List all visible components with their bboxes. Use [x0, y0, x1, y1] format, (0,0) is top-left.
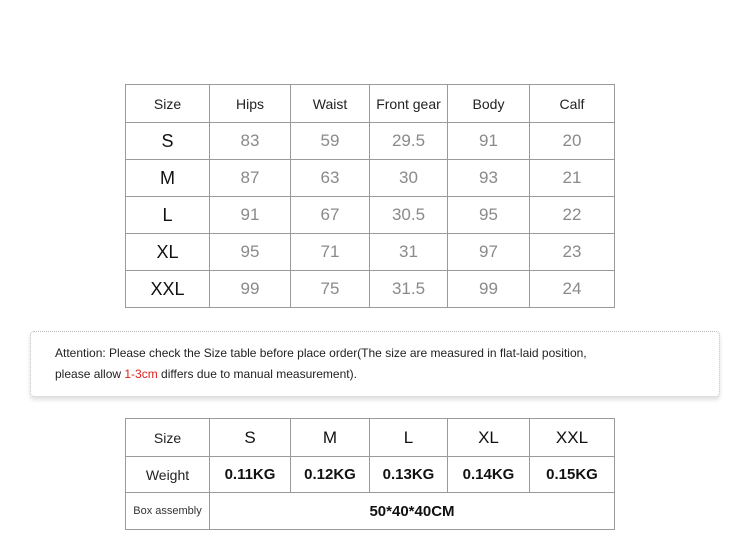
size-cell: S [126, 123, 210, 160]
value-cell: 93 [448, 160, 530, 197]
value-cell: 99 [210, 271, 291, 308]
size-label: Size [126, 419, 210, 457]
value-cell: 59 [291, 123, 370, 160]
value-cell: 91 [210, 197, 291, 234]
table-row [126, 123, 615, 160]
size-cell: XL [448, 419, 530, 457]
header-cell: Size [126, 85, 210, 123]
value-cell: 31 [370, 234, 448, 271]
header-cell: Calf [530, 85, 615, 123]
value-cell: 75 [291, 271, 370, 308]
table-row [126, 271, 615, 308]
size-chart-table [125, 84, 615, 308]
header-cell: Front gear [370, 85, 448, 123]
value-cell: 21 [530, 160, 615, 197]
weight-cell: 0.12KG [291, 457, 370, 493]
table-row [126, 234, 615, 271]
weight-table [125, 418, 615, 530]
size-cell: XL [126, 234, 210, 271]
value-cell: 83 [210, 123, 291, 160]
value-cell: 63 [291, 160, 370, 197]
header-cell: Hips [210, 85, 291, 123]
box-assembly-row [126, 493, 615, 530]
weight-size-row [126, 419, 615, 457]
box-assembly-value: 50*40*40CM [210, 493, 615, 530]
value-cell: 30 [370, 160, 448, 197]
value-cell: 71 [291, 234, 370, 271]
table-row [126, 197, 615, 234]
header-cell: Waist [291, 85, 370, 123]
size-cell: S [210, 419, 291, 457]
weight-cell: 0.15KG [530, 457, 615, 493]
measurement-tolerance: 1-3cm [124, 367, 158, 381]
size-chart-header-row [126, 85, 615, 123]
weight-cell: 0.13KG [370, 457, 448, 493]
value-cell: 24 [530, 271, 615, 308]
size-cell: L [370, 419, 448, 457]
value-cell: 31.5 [370, 271, 448, 308]
value-cell: 99 [448, 271, 530, 308]
attention-line-2 [55, 364, 719, 385]
value-cell: 95 [210, 234, 291, 271]
weight-cell: 0.14KG [448, 457, 530, 493]
size-cell: XXL [126, 271, 210, 308]
value-cell: 97 [448, 234, 530, 271]
attention-text: please allow [55, 367, 125, 381]
weight-label: Weight [126, 457, 210, 493]
header-cell: Body [448, 85, 530, 123]
attention-line-1: Attention: Please check the Size table before place order(The size are measured in flat-laid position, [55, 346, 587, 360]
size-cell: XXL [530, 419, 615, 457]
value-cell: 20 [530, 123, 615, 160]
value-cell: 87 [210, 160, 291, 197]
attention-text: differs due to manual measurement). [157, 367, 357, 381]
size-cell: M [126, 160, 210, 197]
weight-row [126, 457, 615, 493]
table-row [126, 160, 615, 197]
value-cell: 30.5 [370, 197, 448, 234]
value-cell: 67 [291, 197, 370, 234]
value-cell: 23 [530, 234, 615, 271]
value-cell: 29.5 [370, 123, 448, 160]
attention-note [30, 331, 720, 397]
weight-cell: 0.11KG [210, 457, 291, 493]
value-cell: 95 [448, 197, 530, 234]
size-cell: L [126, 197, 210, 234]
size-cell: M [291, 419, 370, 457]
box-assembly-label: Box assembly [126, 493, 210, 530]
value-cell: 22 [530, 197, 615, 234]
value-cell: 91 [448, 123, 530, 160]
